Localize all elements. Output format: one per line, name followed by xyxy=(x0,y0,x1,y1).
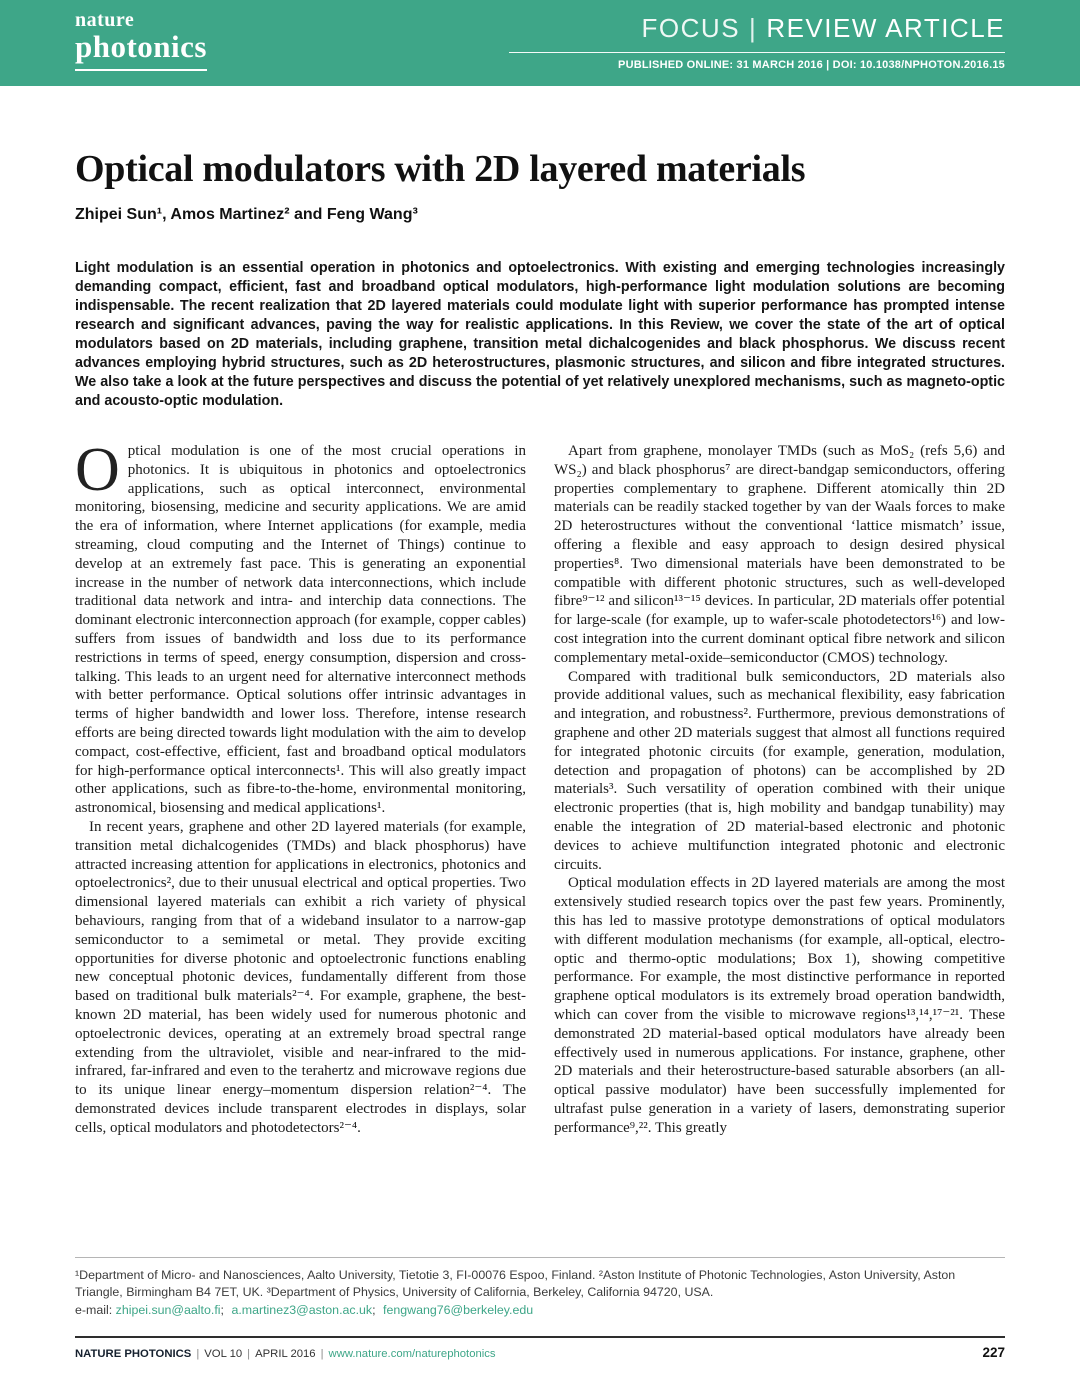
volume: VOL 10 xyxy=(204,1348,243,1360)
page-number: 227 xyxy=(982,1345,1005,1360)
footer-citation xyxy=(75,1348,496,1360)
issue-date: APRIL 2016 xyxy=(255,1348,316,1360)
left-column xyxy=(75,436,526,1137)
author-line: Zhipei Sun¹, Amos Martinez² and Feng Wang³ xyxy=(75,206,418,223)
paragraph: In recent years, graphene and other 2D layered materials (for example, transition metal dichalcogenides (TMDs) and black phosphorus) have attracted increasing attention for applications in electronics, photonics and optoelectronics², due to their unusual electrical and optical properties. Two dimensional layered materials can exhibit a rich variety of physical behaviours, ranging from that of a wideband insulator to a narrow-gap semiconductor to a semimetal or metal. They provide exciting opportunities for diverse photonic and optoelectronic functions enabling new conceptual photonic devices, fundamentally different from those based on traditional bulk materials²⁻⁴. For example, graphene, the best-known 2D material, has been widely used for numerous photonic and optoelectronic devices, operating at an extremely broad spectral range extending from the ultraviolet, visible and near-infrared to the mid-infrared, far-infrared and even to the terahertz and microwave regions due to its unique linear energy–momentum dispersion relation²⁻⁴. The demonstrated devices include transparent electrodes in displays, solar cells, optical modulators and photodetectors²⁻⁴. xyxy=(75,818,526,1136)
review-article-label: REVIEW ARTICLE xyxy=(766,13,1005,43)
email-separator: ; xyxy=(220,1302,224,1317)
paragraph: Apart from graphene, monolayer TMDs (such as MoS₂ (refs 5,6) and WS₂) and black phosphorus⁷ are direct-bandgap semiconductors, offering properties complementary to graphene. Different atomically thin 2D materials can be readily stacked together by van der Waals forces to make 2D heterostructures without the conventional ‘lattice mismatch’ issue, offering a flexible and easy approach to design desired physical properties⁸. Two dimensional materials have been demonstrated to be compatible with different photonic structures, such as well-developed fibre⁹⁻¹² and silicon¹³⁻¹⁵ devices. In particular, 2D materials offer potential for large-scale (for example, up to wafer-scale photodetectors¹⁶) and low-cost integration into the current dominant optical fibre network and silicon complementary metal-oxide–semiconductor (CMOS) technology. xyxy=(554,443,1005,666)
email-separator: ; xyxy=(372,1302,376,1317)
journal-header xyxy=(0,0,1080,86)
footer-separator: | xyxy=(320,1348,324,1360)
journal-url[interactable]: www.nature.com/naturephotonics xyxy=(328,1348,496,1360)
paragraph: Optical modulation effects in 2D layered materials are among the most extensively studied research topics over the past few years. Prominently, this has led to massive prototype demonstrations of optical modulators with different modulation mechanisms (for example, all-optical, electro-optic and thermo-optic modulations; Box 1), showing competitive performance. For example, the most distinctive performance in reported graphene optical modulators is its extremely broad operation bandwidth, which can cover from the visible to microwave regions¹³,¹⁴,¹⁷⁻²¹. These demonstrated 2D material-based optical modulators have already been effectively used in numerous applications. For instance, graphene, other 2D materials and their heterostructure-based saturable absorbers (an all-optical passive modulator) have been successfully implemented for ultrafast pulse generation in a variety of lasers, demonstrating superior performance⁹,²². This greatly xyxy=(554,875,1005,1136)
right-column xyxy=(554,442,1005,1137)
email-line xyxy=(75,1302,1005,1320)
body-columns xyxy=(75,436,1005,1137)
journal-logo-nature: nature xyxy=(75,9,135,31)
abstract: Light modulation is an essential operation in photonics and optoelectronics. With existing and emerging technologies increasingly demanding compact, efficient, fast and broadband optical modulators, high-performance light modulation solutions are becoming indispensable. The recent realization that 2D layered materials could modulate light with superior performance has prompted intense research and significant advances, paving the way for realistic applications. In this Review, we cover the state of the art of optical modulators based on 2D materials, including graphene, transition metal dichalcogenides and black phosphorus. We discuss recent advances employing hybrid structures, such as 2D heterostructures, plasmonic structures, and silicon and fibre integrated structures. We also take a look at the future perspectives and discuss the potential of yet relatively unexplored mechanisms, such as magneto-optic and acousto-optic modulation. xyxy=(75,260,1005,409)
footer-separator: | xyxy=(196,1348,200,1360)
affiliations-block xyxy=(75,1257,1005,1320)
article-title: Optical modulators with 2D layered materials xyxy=(75,148,806,190)
footer-separator: | xyxy=(247,1348,251,1360)
email-link[interactable]: zhipei.sun@aalto.fi xyxy=(115,1302,221,1317)
journal-logo xyxy=(75,10,207,71)
email-label: e-mail: xyxy=(75,1302,113,1317)
journal-logo-photonics: photonics xyxy=(75,29,207,64)
paragraph: Compared with traditional bulk semiconductors, 2D materials also provide additional values, such as mechanical flexibility, easy fabrication and integration, and robustness². Furthermore, previous demonstrations of graphene and other 2D materials suggest that almost all functions required for integrated photonic circuits (for example, generation, modulation, detection and propagation of photons) can be accomplished by 2D materials³. Such versatility of operation combined with their unique electronic properties (that is, high mobility and bandgap tunability) may enable the integration of 2D material-based electronic and photonic devices to achieve multifunction integrated photonic and electronic circuits. xyxy=(554,668,1005,873)
paragraph xyxy=(75,436,526,818)
masthead-right xyxy=(509,10,1005,71)
focus-label: FOCUS xyxy=(641,13,741,43)
published-doi-line: PUBLISHED ONLINE: 31 MARCH 2016 | DOI: 10.1038/NPHOTON.2016.15 xyxy=(618,59,1005,71)
email-link[interactable]: fengwang76@berkeley.edu xyxy=(383,1302,534,1317)
dropcap: O xyxy=(75,436,120,504)
paragraph-text: ptical modulation is one of the most crucial operations in photonics. It is ubiquitous in photonics and optoelectronics applications, such as optical interconnect, environmental monitoring, biosensing, medicine and security applications. We are amid the era of information, where Internet applications (for example, media streaming, cloud computing and the Internet of Things) continue to develop at an extremely fast pace. This is generating an exponential increase in the number of network data interconnections, which include traditional data network and intra- and interchip data connections. The dominant electronic interconnection approach (for example, copper cables) suffers from issues of bandwidth and loss due to its performance restrictions in terms of speed, energy consumption, dispersion and cross-talking. This leads to an urgent need for alternative interconnect methods with better performance. Optical solutions offer intrinsic advantages in terms of higher bandwidth and lower loss. Therefore, intense research efforts are being directed towards light modulation with the aim to develop compact, cost-effective, efficient, fast and broadband optical modulators for high-performance optical interconnects¹. This will also greatly impact other applications, such as fibre-to-the-home, environmental monitoring, astronomical, biosensing and medical applications¹. xyxy=(75,443,526,817)
article-type-banner xyxy=(509,13,1005,53)
journal-name: NATURE PHOTONICS xyxy=(75,1348,192,1360)
page-footer xyxy=(75,1336,1005,1360)
affiliations-text: ¹Department of Micro- and Nanosciences, Aalto University, Tietotie 3, FI-00076 Espoo, Finland. ²Aston Institute of Photonic Technologies, Aston University, Aston Triangle, Birmingham B4 7ET, UK. ³Department of Physics, University of California, Berkeley, California 94720, USA. xyxy=(75,1267,956,1299)
banner-separator: | xyxy=(749,13,758,43)
email-link[interactable]: a.martinez3@aston.ac.uk xyxy=(231,1302,373,1317)
article-content xyxy=(0,148,1080,1137)
